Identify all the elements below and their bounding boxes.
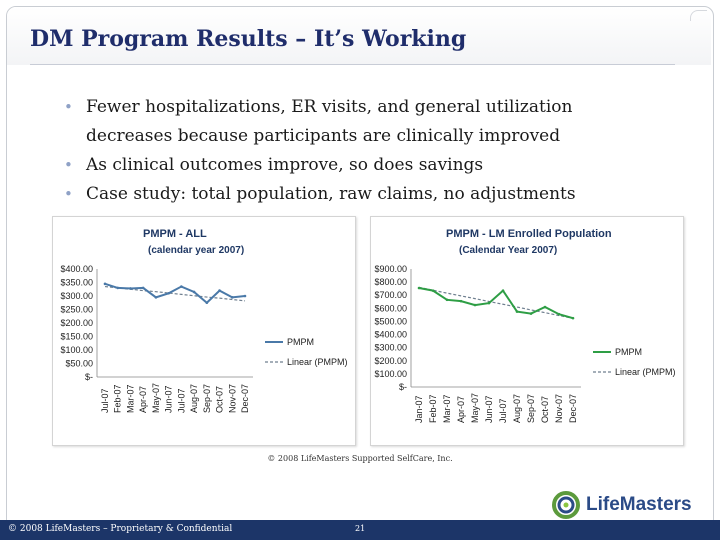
data-point — [104, 283, 107, 286]
data-point — [180, 285, 183, 288]
x-tick-label: Oct-07 — [214, 385, 225, 413]
bullet-text: As clinical outcomes improve, so does savings — [86, 155, 484, 175]
footer-bar — [0, 520, 720, 540]
data-point — [544, 306, 547, 309]
bullet-icon: • — [64, 185, 73, 203]
data-point — [155, 296, 158, 299]
y-tick-label: $800.00 — [374, 277, 407, 288]
data-point — [218, 289, 221, 292]
y-tick-label: $900.00 — [374, 264, 407, 274]
company-logo — [550, 490, 700, 520]
y-tick-label: $500.00 — [374, 316, 407, 327]
footer-text: © 2008 LifeMasters – Proprietary & Confidential — [8, 524, 233, 534]
y-tick-label: $300.00 — [374, 342, 407, 353]
x-tick-label: Apr-07 — [138, 385, 149, 413]
data-point — [244, 295, 247, 298]
data-point — [502, 289, 505, 292]
legend-label-trend: Linear (PMPM) — [615, 367, 676, 377]
x-tick-label: Feb-07 — [428, 394, 438, 423]
x-tick-label: Mar-07 — [442, 394, 452, 423]
x-tick-label: Aug-07 — [189, 383, 200, 413]
x-tick-label: Sep-07 — [201, 383, 212, 413]
bullet-icon: • — [64, 98, 73, 116]
bullet-item — [64, 151, 624, 180]
page-title: DM Program Results – It’s Working — [30, 26, 467, 52]
x-tick-label: Sep-07 — [526, 393, 536, 423]
data-point — [231, 296, 234, 299]
x-tick-label: Mar-07 — [125, 384, 136, 413]
data-point — [418, 287, 421, 290]
bullet-icon: • — [64, 156, 73, 174]
data-point — [530, 312, 533, 315]
data-point — [558, 313, 561, 316]
x-tick-label: Aug-07 — [512, 393, 522, 423]
x-tick-label: Dec-07 — [568, 393, 578, 423]
data-point — [446, 299, 449, 302]
legend-label-trend: Linear (PMPM) — [287, 357, 348, 367]
data-point — [167, 292, 170, 295]
x-tick-label: Nov-07 — [227, 383, 238, 413]
y-tick-label: $- — [398, 382, 407, 392]
x-tick-label: Jun-07 — [484, 395, 494, 423]
x-tick-label: Jul-07 — [176, 388, 187, 413]
bullet-item — [64, 93, 624, 151]
data-point — [142, 287, 145, 290]
data-point — [206, 301, 209, 304]
y-tick-label: $100.00 — [374, 368, 407, 379]
page-number: 21 — [355, 524, 366, 533]
y-tick-label: $250.00 — [60, 304, 93, 315]
x-tick-label: Apr-07 — [456, 395, 466, 423]
y-tick-label: $400.00 — [60, 264, 93, 274]
chart-title: PMPM - LM Enrolled Population — [446, 228, 612, 240]
corner-decoration — [690, 10, 707, 21]
y-tick-label: $200.00 — [60, 318, 93, 328]
y-tick-label: $700.00 — [374, 290, 407, 301]
legend-label-pmpm: PMPM — [615, 347, 642, 357]
y-tick-label: $600.00 — [374, 303, 407, 314]
chart-subtitle: (calendar year 2007) — [148, 245, 245, 256]
trend-line — [419, 287, 573, 318]
y-tick-label: $100.00 — [60, 345, 93, 355]
data-point — [488, 302, 491, 305]
x-tick-label: Jul-07 — [498, 398, 508, 423]
bullet-list — [64, 93, 624, 209]
logo-text: LifeMasters — [586, 494, 692, 515]
y-tick-label: $400.00 — [374, 329, 407, 340]
x-tick-label: Jun-07 — [163, 385, 174, 413]
data-point — [460, 300, 463, 303]
series-line-pmpm — [419, 288, 573, 318]
data-point — [432, 289, 435, 292]
y-tick-label: $50.00 — [65, 358, 93, 369]
y-tick-label: $200.00 — [374, 355, 407, 366]
chart-pmpm-all-svg — [53, 217, 355, 445]
data-point — [516, 310, 519, 313]
chart-pmpm-lm — [370, 216, 684, 446]
bullet-item — [64, 180, 624, 209]
x-tick-label: Dec-07 — [240, 383, 250, 413]
logo-icon — [550, 490, 582, 520]
chart-title: PMPM - ALL — [143, 228, 207, 240]
y-tick-label: $- — [84, 372, 93, 382]
chart-pmpm-all — [52, 216, 356, 446]
data-point — [572, 317, 575, 320]
data-point — [474, 304, 477, 307]
data-point — [129, 287, 132, 290]
y-tick-label: $150.00 — [60, 331, 93, 342]
data-point — [193, 291, 196, 294]
x-tick-label: Oct-07 — [540, 395, 550, 423]
x-tick-label: Nov-07 — [554, 393, 564, 423]
copyright-notice: © 2008 LifeMasters Supported SelfCare, Inc. — [267, 454, 453, 463]
y-tick-label: $350.00 — [60, 277, 93, 288]
title-divider — [30, 64, 675, 65]
x-tick-label: May-07 — [150, 382, 161, 413]
x-tick-label: Jul-07 — [100, 388, 110, 413]
legend-label-pmpm: PMPM — [287, 337, 314, 347]
chart-subtitle: (Calendar Year 2007) — [459, 245, 558, 256]
chart-pmpm-lm-svg — [371, 217, 683, 445]
x-tick-label: Feb-07 — [112, 384, 123, 413]
x-tick-label: May-07 — [470, 392, 480, 423]
y-tick-label: $300.00 — [60, 291, 93, 301]
bullet-text: Case study: total population, raw claims, no adjustments — [86, 184, 576, 204]
data-point — [116, 287, 119, 290]
x-tick-label: Jan-07 — [414, 395, 424, 423]
bullet-text: Fewer hospitalizations, ER visits, and general utilization decreases because participants are clinically improved — [86, 97, 573, 146]
